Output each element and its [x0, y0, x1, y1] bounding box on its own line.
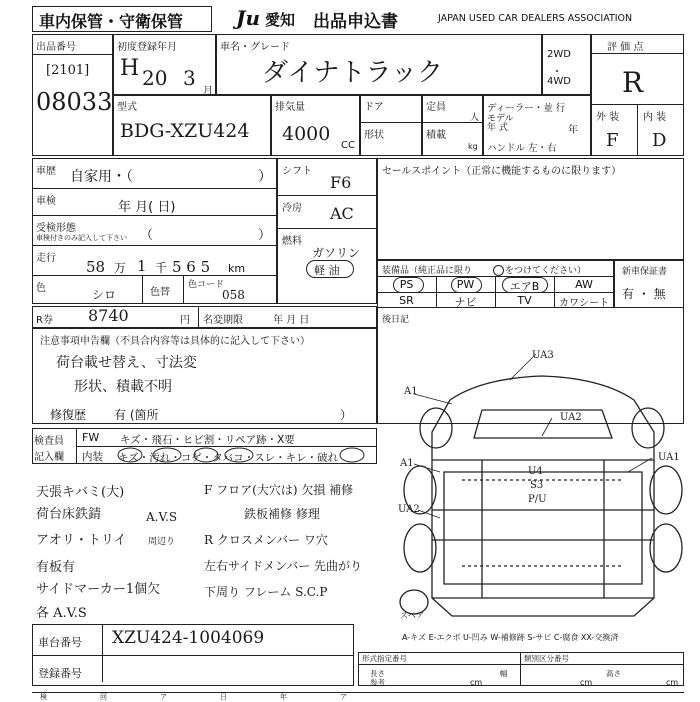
- model-name-label: 車名・グレード: [220, 42, 290, 53]
- storage-label: 車内保管・守衛保管: [39, 12, 184, 31]
- evaluation-score: R: [622, 66, 644, 99]
- equip-pw: PW: [456, 278, 475, 291]
- form-no-label: 形式指定番号: [362, 654, 407, 663]
- notes-line1: 荷台載せ替え、寸法変: [56, 355, 197, 371]
- mileage-rest: 5 6 5: [172, 258, 211, 276]
- mark-u4: U4: [528, 466, 543, 477]
- spare-label: スペア: [400, 611, 424, 620]
- mileage-thousand: 1: [137, 257, 147, 275]
- lot-sub: [2101]: [46, 63, 90, 78]
- mark-ua2-top: UA2: [560, 412, 582, 423]
- height-label: 高さ: [606, 669, 621, 678]
- model-name-value: ダイナトラック: [262, 58, 443, 88]
- equip-sr: SR: [399, 294, 414, 307]
- registration-label: 初度登録年月: [117, 42, 177, 53]
- equip-airbag: エアB: [509, 280, 540, 293]
- note-left-5: サイドマーカー1個欠: [36, 582, 161, 597]
- fw-label: FW: [82, 431, 100, 444]
- color-code: 058: [222, 288, 245, 302]
- model-year-label: モデル 年 式: [487, 114, 514, 133]
- interior-label: 内 装: [643, 112, 667, 123]
- inspection-label: 車検: [36, 196, 56, 207]
- note-right-1: F フロア(大穴は) 欠損 補修: [204, 483, 354, 497]
- warranty-label: 新車保証書: [622, 267, 668, 277]
- model-year-unit: 年: [568, 125, 578, 136]
- org-name: 愛知: [265, 11, 296, 29]
- ac-value: AC: [330, 204, 354, 223]
- inspector-label: 検査員: [34, 436, 64, 447]
- equipment-label: 装備品（純正品に限り: [382, 266, 473, 276]
- recycle-label: R券: [36, 315, 53, 326]
- note-left-4: 有板有: [36, 560, 76, 575]
- note-left-3: アオリ・トリイ: [36, 533, 127, 548]
- mark-ua2-side: UA2: [398, 504, 420, 515]
- interior-check-items: キズ・汚れ・コゲ・タバコ・スレ・キレ・破れ: [118, 452, 339, 464]
- storage-box: [32, 6, 212, 32]
- note-right-4: 左右サイドメンバー 先曲がり: [204, 559, 363, 573]
- notes-label: 注意事項申告欄（不具合内容等は具体的に記入して下さい）: [40, 336, 310, 347]
- inspection-value: 年 月( 日): [118, 200, 176, 215]
- mileage-label: 走行: [36, 253, 56, 264]
- association-name: JAPAN USED CAR DEALERS ASSOCIATION: [438, 13, 633, 24]
- equip-aw: AW: [575, 278, 593, 291]
- recycle-value: 8740: [88, 306, 129, 325]
- dealer-label: ディーラー・並 行: [487, 103, 566, 114]
- interior-check-label: 内装: [82, 451, 103, 463]
- note-left-2b: A.V.S: [146, 510, 178, 524]
- equip-leather: カワシート: [559, 298, 609, 309]
- damage-legend: A-キズ E-エクボ U-凹み W-補修跡 S-サビ C-腐食 XX-交換済: [402, 633, 619, 642]
- registration-era: H: [120, 56, 140, 81]
- mileage-man: 58: [86, 258, 106, 276]
- mechanical-block: [277, 158, 377, 304]
- load-unit: kg: [468, 142, 478, 151]
- load-label: 積載: [426, 130, 446, 141]
- color-label: 色: [36, 283, 46, 294]
- circle-mark-icon: [493, 265, 504, 276]
- notes-line2: 形状、積載不明: [74, 379, 172, 395]
- warranty-value: 有 ・ 無: [622, 287, 666, 301]
- registration-no-label: 登録番号: [38, 667, 82, 680]
- displacement-value: 4000: [282, 123, 331, 145]
- color-code-label: 色コード: [188, 280, 225, 290]
- registration-month-unit: 月: [203, 86, 213, 97]
- sales-point-label: セールスポイント（正常に機能するものに限ります）: [382, 166, 622, 177]
- color-change-label: 色替: [150, 287, 170, 298]
- drive-4wd: 4WD: [547, 76, 571, 87]
- note-right-5: 下周り フレーム S.C.P: [204, 585, 328, 599]
- fuel-label: 燃料: [282, 236, 302, 247]
- mark-ua1: UA1: [658, 452, 680, 463]
- note-left-6: 各 A.V.S: [36, 606, 87, 621]
- lot-label: 出品番号: [36, 42, 76, 53]
- note-right-3: R クロスメンバー ワ穴: [204, 533, 328, 547]
- vehicle-damage-diagram: [392, 340, 700, 640]
- mark-s3: S3: [530, 480, 544, 491]
- name-change-value: 年 月 日: [273, 315, 310, 326]
- equip-tv: TV: [517, 294, 532, 307]
- mark-ua3: UA3: [532, 350, 554, 361]
- ref-label: 参考: [370, 678, 385, 687]
- ju-logo: Ju: [236, 6, 261, 30]
- mark-pu: P/U: [528, 494, 547, 505]
- certificate-sub: 車検付きのみ記入して下さい: [36, 234, 127, 242]
- name-change-label: 名変期限: [203, 315, 243, 326]
- exterior-grade: F: [606, 130, 619, 151]
- handle-label: ハンドル 左・右: [487, 143, 557, 154]
- capacity-unit: 人: [470, 113, 480, 123]
- mark-a1-side: A1: [400, 458, 414, 469]
- doors-label: ドア: [364, 102, 384, 113]
- mark-a1-top: A1: [404, 386, 418, 397]
- color-value: シロ: [92, 288, 117, 302]
- evaluation-label: 評 価 点: [607, 42, 644, 53]
- note-left-1: 天張キバミ(大): [36, 485, 125, 500]
- equip-navi: ナビ: [454, 296, 477, 309]
- chassis-value: XZU424-1004069: [112, 628, 265, 648]
- fuel-value: ガソリン: [312, 246, 361, 260]
- history-value: 自家用・（: [70, 169, 133, 185]
- note-left-2: 荷台床鉄錆: [36, 507, 102, 522]
- shift-value: F6: [330, 173, 352, 192]
- repair-label: 修復歴: [50, 408, 87, 422]
- exterior-label: 外 装: [596, 112, 620, 123]
- shape-label: 形状: [364, 130, 384, 141]
- fw-items: キズ・飛石・ヒビ割・リペア跡・X要: [120, 434, 295, 446]
- shift-label: シフト: [282, 166, 312, 177]
- note-left-3b: 周辺り: [148, 537, 176, 547]
- note-right-2: 鉄板補修 修理: [244, 507, 320, 521]
- displacement-label: 排気量: [275, 102, 305, 113]
- lot-number: 08033: [36, 88, 113, 116]
- length-label: 長さ: [370, 669, 385, 678]
- repair-value: 有 (箇所: [114, 408, 159, 422]
- history-label: 車歴: [36, 166, 56, 177]
- class-no-label: 類別区分番号: [524, 654, 569, 663]
- width-label: 幅: [500, 669, 508, 678]
- after-notes-label: 後日記: [382, 315, 410, 325]
- equip-ps: PS: [399, 278, 414, 291]
- registration-year: 20: [142, 66, 168, 90]
- displacement-unit: CC: [341, 140, 355, 151]
- ac-label: 冷房: [282, 203, 302, 214]
- chassis-label: 車台番号: [38, 636, 82, 649]
- interior-check-circles: [112, 446, 377, 464]
- capacity-label: 定員: [426, 102, 446, 113]
- certificate-label: 受検形態: [36, 223, 76, 234]
- model-code-label: 型式: [117, 102, 137, 113]
- form-title: 出品申込書: [313, 12, 398, 32]
- registration-month: 3: [183, 66, 196, 90]
- interior-grade: D: [652, 130, 667, 151]
- model-code-value: BDG-XZU424: [120, 120, 250, 142]
- drive-2wd: 2WD: [547, 49, 571, 60]
- fuel-diesel: 軽 油: [314, 264, 340, 277]
